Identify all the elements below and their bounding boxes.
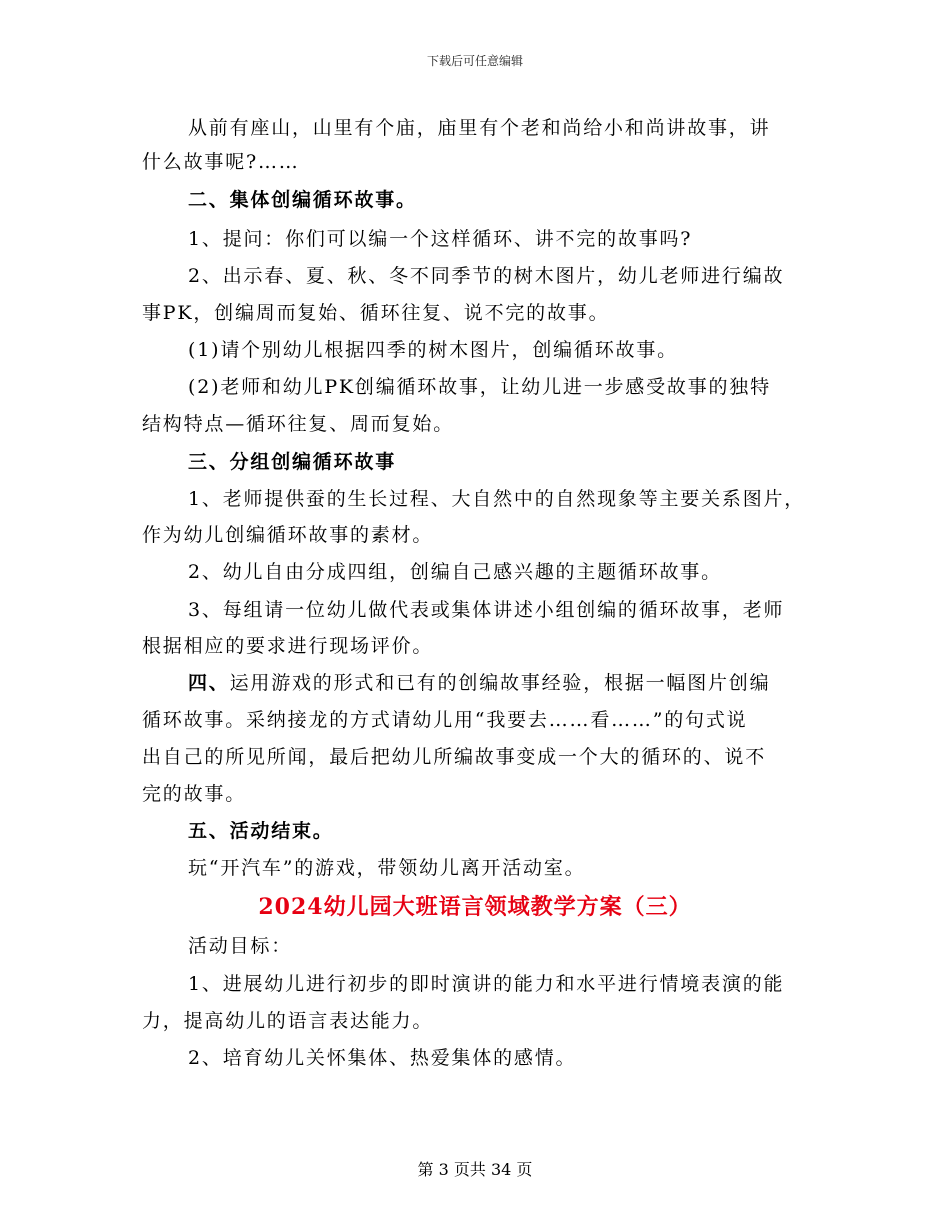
section-4-line: [188, 671, 770, 695]
paragraph-line: 事PK，创编周而复始、循环往复、说不完的故事。: [142, 302, 610, 324]
paragraph-line: 3、每组请一位幼儿做代表或集体讲述小组创编的循环故事，老师: [188, 599, 785, 621]
paragraph-line: 作为幼儿创编循环故事的素材。: [142, 524, 434, 546]
document-title: 2024幼儿园大班语言领域教学方案（三）: [258, 894, 692, 920]
paragraph-line: 完的故事。: [142, 783, 247, 805]
paragraph-line: 2、培育幼儿关怀集体、热爱集体的感情。: [188, 1047, 577, 1069]
paragraph-line: 1、进展幼儿进行初步的即时演讲的能力和水平进行情境表演的能: [188, 973, 785, 995]
paragraph-line: 循环故事。采纳接龙的方式请幼儿用“我要去……看……”的句式说: [142, 709, 748, 731]
story-line-1: 从前有座山，山里有个庙，庙里有个老和尚给小和尚讲故事，讲: [188, 117, 771, 139]
page-footer: 第 3 页共 34 页: [417, 1160, 533, 1179]
paragraph-line: 1、提问：你们可以编一个这样循环、讲不完的故事吗?: [188, 228, 693, 250]
objectives-label: 活动目标：: [188, 935, 293, 957]
paragraph-line: 1、老师提供蚕的生长过程、大自然中的自然现象等主要关系图片，: [188, 488, 806, 510]
paragraph-line: 结构特点—循环往复、周而复始。: [142, 413, 455, 435]
section-heading-2: 二、集体创编循环故事。: [188, 189, 417, 211]
paragraph-line: 力，提高幼儿的语言表达能力。: [142, 1010, 434, 1032]
section-heading-4: 四、: [188, 672, 230, 694]
section-heading-5: 五、活动结束。: [188, 820, 334, 842]
paragraph-line: (1)请个别幼儿根据四季的树木图片，创编循环故事。: [188, 339, 678, 361]
page-header: 下载后可任意编辑: [426, 54, 523, 68]
story-line-2: 什么故事呢?……: [142, 151, 300, 173]
paragraph-line: 2、幼儿自由分成四组，创编自己感兴趣的主题循环故事。: [188, 561, 722, 583]
section-heading-3: 三、分组创编循环故事: [188, 451, 397, 473]
paragraph-line: (2)老师和幼儿PK创编循环故事，让幼儿进一步感受故事的独特: [188, 376, 771, 398]
paragraph-line: 根据相应的要求进行现场评价。: [142, 635, 434, 657]
paragraph-line: 2、出示春、夏、秋、冬不同季节的树木图片，幼儿老师进行编故: [188, 265, 785, 287]
paragraph-line: 出自己的所见所闻，最后把幼儿所编故事变成一个大的循环的、说不: [142, 746, 767, 768]
section-4-text: 运用游戏的形式和已有的创编故事经验，根据一幅图片创编: [229, 672, 771, 694]
paragraph-line: 玩“开汽车”的游戏，带领幼儿离开活动室。: [188, 857, 586, 879]
